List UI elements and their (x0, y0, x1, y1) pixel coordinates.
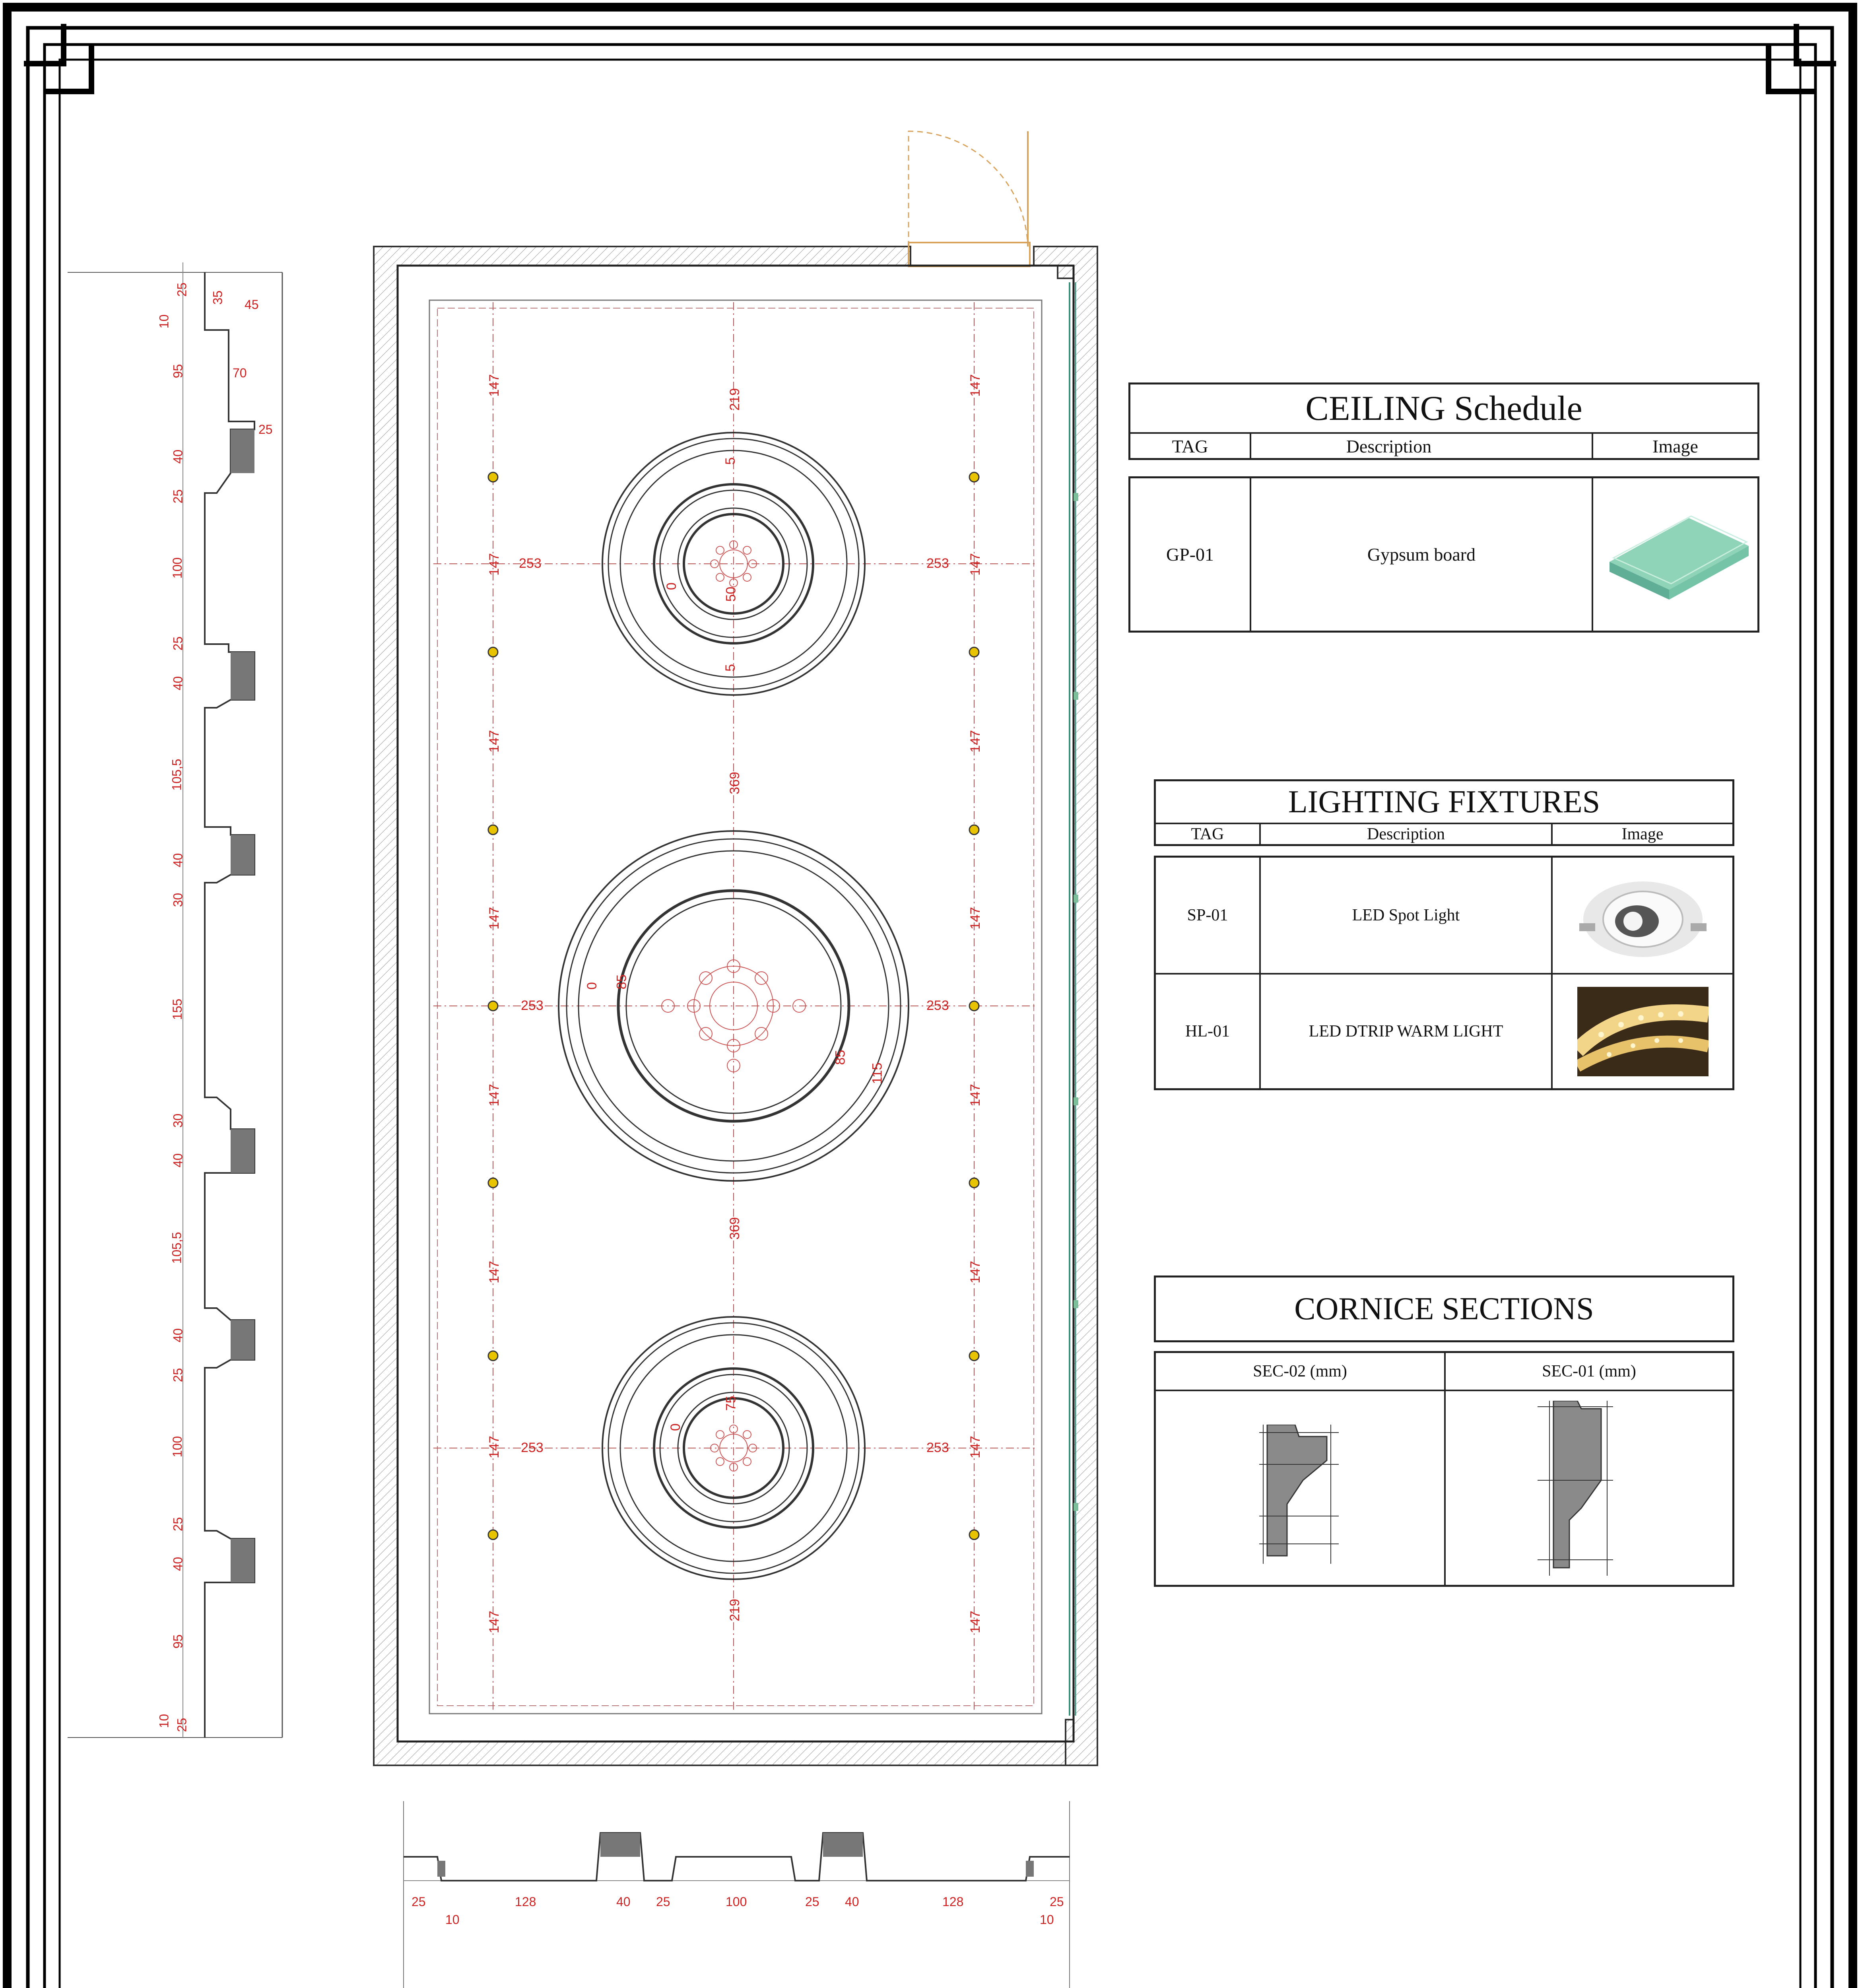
dim-label: 115 (870, 1062, 885, 1084)
row-tag: GP-01 (1166, 544, 1214, 565)
dim-label: 369 (727, 772, 742, 794)
dim-label: 25 (805, 1895, 819, 1909)
dim-label: 40 (171, 449, 185, 464)
row-tag: SP-01 (1187, 906, 1228, 924)
dim-label: 147 (486, 1611, 502, 1633)
dim-label: 147 (967, 1084, 983, 1107)
dim-label: 147 (486, 1436, 502, 1458)
dim-label: 128 (942, 1895, 964, 1909)
lighting-fixtures-title: LIGHTING FIXTURES (1288, 784, 1600, 819)
row-tag: HL-01 (1185, 1022, 1230, 1041)
dim-label: 25 (171, 1517, 185, 1532)
dim-label: 105,5 (169, 1232, 184, 1264)
dim-label: 253 (926, 998, 949, 1013)
ceiling-schedule-title: CEILING Schedule (1305, 389, 1582, 428)
dim-label: 147 (486, 1261, 502, 1283)
dim-label: 147 (967, 907, 983, 930)
dim-label: 253 (926, 1440, 949, 1455)
dim-label: 40 (616, 1895, 631, 1909)
dim-label: 147 (967, 1436, 983, 1458)
dim-label: 70 (233, 366, 247, 380)
dim-label: 147 (486, 374, 502, 397)
dim-label: 25 (171, 636, 185, 651)
table-header-description: Description (1346, 436, 1432, 456)
dim-label: 0 (668, 1423, 683, 1431)
dim-label: 0 (664, 582, 679, 590)
dim-label: 30 (171, 893, 185, 907)
dim-label: 147 (486, 907, 502, 930)
dim-label: 147 (967, 1611, 983, 1633)
dim-label: 5 (722, 457, 738, 465)
dim-label: 10 (157, 314, 171, 329)
dim-label: 35 (210, 290, 225, 305)
dim-label: 25 (1050, 1895, 1064, 1909)
section-header-sec01: SEC-01 (mm) (1542, 1362, 1636, 1380)
dim-label: 45 (245, 297, 259, 312)
dim-label: 40 (171, 853, 185, 868)
dim-label: 147 (486, 730, 502, 753)
section-header-sec02: SEC-02 (mm) (1253, 1362, 1347, 1380)
dim-label: 40 (171, 676, 185, 691)
dim-label: 40 (171, 1328, 185, 1343)
dim-label: 147 (967, 1261, 983, 1283)
dim-label: 95 (171, 364, 185, 379)
dim-label: 40 (845, 1895, 859, 1909)
dim-label: 253 (926, 556, 949, 571)
dim-label: 147 (486, 553, 502, 576)
dim-label: 25 (258, 422, 273, 437)
dim-label: 100 (726, 1895, 747, 1909)
dim-label: 253 (521, 1440, 544, 1455)
dim-label: 75 (723, 1396, 739, 1411)
table-header-description: Description (1367, 825, 1445, 843)
row-description: LED Spot Light (1352, 906, 1460, 924)
dim-label: 147 (967, 553, 983, 576)
dim-label: 5 (722, 664, 738, 672)
dim-label: 95 (171, 1634, 185, 1649)
dim-label: 219 (727, 388, 742, 411)
dim-label: 50 (723, 586, 739, 602)
dim-label: 100 (170, 557, 185, 579)
table-header-image: Image (1652, 436, 1698, 456)
cornice-sections-title: CORNICE SECTIONS (1294, 1291, 1594, 1326)
dim-label: 155 (170, 998, 185, 1020)
dim-label: 25 (171, 1368, 185, 1382)
dim-label: 25 (171, 489, 185, 504)
dim-label: 85 (833, 1050, 848, 1065)
dim-label: 10 (445, 1912, 460, 1927)
table-header-tag: TAG (1172, 436, 1208, 456)
dim-label: 85 (614, 974, 629, 990)
dim-label: 253 (521, 998, 544, 1013)
dim-label: 147 (486, 1084, 502, 1107)
dim-label: 147 (967, 730, 983, 753)
dim-label: 25 (175, 282, 189, 297)
dim-label: 105,5 (169, 759, 184, 791)
dim-label: 30 (171, 1113, 185, 1128)
dim-label: 0 (584, 982, 600, 990)
dim-label: 40 (171, 1557, 185, 1571)
row-description: LED DTRIP WARM LIGHT (1309, 1022, 1503, 1041)
row-description: Gypsum board (1367, 544, 1476, 565)
dim-label: 25 (656, 1895, 670, 1909)
dim-label: 369 (727, 1217, 742, 1240)
dim-label: 40 (171, 1153, 185, 1168)
table-header-tag: TAG (1191, 825, 1224, 843)
dim-label: 10 (1040, 1912, 1054, 1927)
table-header-image: Image (1621, 825, 1664, 843)
dim-label: 25 (175, 1718, 189, 1732)
dim-label: 219 (727, 1599, 742, 1621)
dim-label: 128 (515, 1895, 536, 1909)
dim-label: 100 (170, 1436, 185, 1458)
dim-label: 253 (519, 556, 542, 571)
dim-label: 25 (412, 1895, 426, 1909)
dim-label: 147 (967, 374, 983, 397)
dim-label: 10 (157, 1714, 171, 1728)
